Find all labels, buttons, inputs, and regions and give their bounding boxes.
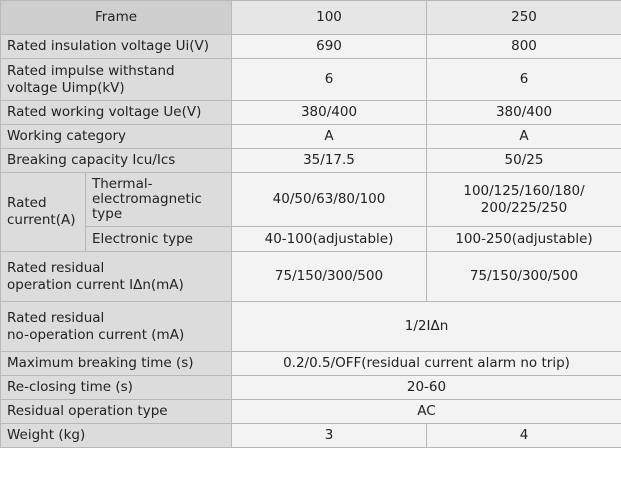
value-category-100: A xyxy=(232,125,427,149)
value-breaking-100: 35/17.5 xyxy=(232,149,427,173)
label-residual-op-line1: Rated residual xyxy=(7,259,105,276)
label-thermal-line3: type xyxy=(92,206,123,222)
label-working-category: Working category xyxy=(1,125,232,149)
row-working-category xyxy=(1,125,621,149)
label-rated-current-line1: Rated xyxy=(7,195,47,211)
header-col-100: 100 xyxy=(232,1,427,35)
label-residual-noop-line1: Rated residual xyxy=(7,309,105,326)
row-residual-no-operation xyxy=(1,302,621,352)
label-impulse-line2: voltage Uimp(kV) xyxy=(7,79,125,96)
value-thermal-100: 40/50/63/80/100 xyxy=(232,173,427,227)
value-impulse-250: 6 xyxy=(427,59,621,101)
label-thermal-line1: Thermal- xyxy=(92,176,153,192)
row-breaking-capacity xyxy=(1,149,621,173)
value-reclosing-time: 20-60 xyxy=(232,376,621,400)
value-insulation-100: 690 xyxy=(232,35,427,59)
label-reclosing-time: Re-closing time (s) xyxy=(1,376,232,400)
label-insulation-voltage: Rated insulation voltage Ui(V) xyxy=(1,35,232,59)
value-residual-op-250: 75/150/300/500 xyxy=(427,252,621,302)
row-impulse-voltage xyxy=(1,59,621,101)
label-thermal-line2: electromagnetic xyxy=(92,191,202,207)
label-electronic-type: Electronic type xyxy=(86,227,232,252)
row-residual-operation-type xyxy=(1,400,621,424)
row-max-breaking-time xyxy=(1,352,621,376)
row-working-voltage xyxy=(1,101,621,125)
value-category-250: A xyxy=(427,125,621,149)
label-residual-operation-type: Residual operation type xyxy=(1,400,232,424)
header-row xyxy=(1,1,621,35)
row-insulation-voltage xyxy=(1,35,621,59)
label-weight: Weight (kg) xyxy=(1,424,232,448)
value-electronic-250: 100-250(adjustable) xyxy=(427,227,621,252)
header-frame: Frame xyxy=(1,1,232,35)
label-impulse-voltage xyxy=(1,59,232,101)
label-rated-current xyxy=(1,173,86,252)
value-thermal-250-line2: 200/225/250 xyxy=(480,199,568,216)
value-max-breaking-time: 0.2/0.5/OFF(residual current alarm no trip) xyxy=(232,352,621,376)
value-working-voltage-100: 380/400 xyxy=(232,101,427,125)
label-residual-no-operation xyxy=(1,302,232,352)
label-impulse-line1: Rated impulse withstand xyxy=(7,62,175,79)
value-working-voltage-250: 380/400 xyxy=(427,101,621,125)
value-thermal-250-line1: 100/125/160/180/ xyxy=(463,182,585,199)
label-working-voltage: Rated working voltage Ue(V) xyxy=(1,101,232,125)
value-impulse-100: 6 xyxy=(232,59,427,101)
label-rated-current-line2: current(A) xyxy=(7,212,76,228)
label-breaking-capacity: Breaking capacity Icu/Ics xyxy=(1,149,232,173)
row-residual-operation xyxy=(1,252,621,302)
value-thermal-250 xyxy=(427,173,621,227)
row-reclosing-time xyxy=(1,376,621,400)
value-electronic-100: 40-100(adjustable) xyxy=(232,227,427,252)
label-residual-noop-line2: no-operation current (mA) xyxy=(7,326,185,343)
value-weight-250: 4 xyxy=(427,424,621,448)
value-weight-100: 3 xyxy=(232,424,427,448)
header-col-250: 250 xyxy=(427,1,621,35)
label-thermal-type xyxy=(86,173,232,227)
value-residual-noop: 1/2IΔn xyxy=(232,302,621,352)
row-rated-current-thermal xyxy=(1,173,621,227)
row-rated-current-electronic xyxy=(1,227,621,252)
label-residual-operation xyxy=(1,252,232,302)
value-residual-operation-type: AC xyxy=(232,400,621,424)
row-weight xyxy=(1,424,621,448)
label-residual-op-line2: operation current IΔn(mA) xyxy=(7,276,184,293)
value-residual-op-100: 75/150/300/500 xyxy=(232,252,427,302)
value-insulation-250: 800 xyxy=(427,35,621,59)
value-breaking-250: 50/25 xyxy=(427,149,621,173)
label-max-breaking-time: Maximum breaking time (s) xyxy=(1,352,232,376)
